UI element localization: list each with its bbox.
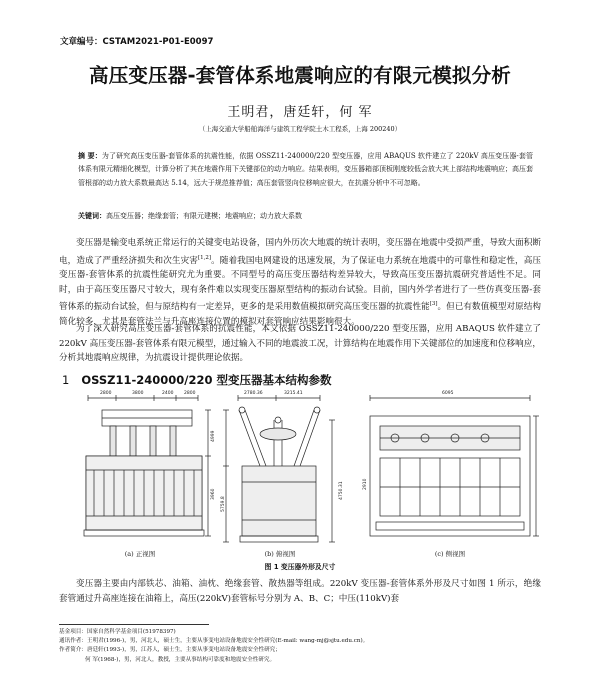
dim-label: 4999 [211,430,216,442]
body-paragraph-2: 为了深入研究高压变压器-套管体系的抗震性能，本文依据 OSSZ11-240000/220 型变压器，应用 ABAQUS 软件建立了220kV 高压变压器-套管体系有限元模型，通过输入不同的地震波工况，计算结构在地震作用下关键部位的加速度和位移响应，分析其地震响应规律，为抗震设计提供理论依据。 [59,324,541,364]
authors: 王明君，唐廷轩，何 军 [227,105,373,120]
abstract [78,150,533,190]
p1-part-b: 。随着我国电网建设的迅速发展，为了保证电力系统在地震中的可靠性和稳定性，高压变压器-套管体系的抗震性能研究尤为重要。不同型号的高压变压器结构差异较大，导致高压变压器抗震研究普适性不足。同时，由于高压变压器尺寸较大，现有条件难以实现变压器原型结构的振动台试验。目前，国内外学者进行了一些仿真变压器-套管体系的振动台试验，但与原结构有一定差异，更多的是采用数值模拟研究高压变压器的抗震性能 [59,255,541,313]
paper-title: 高压变压器-套管体系地震响应的有限元模拟分析 [89,64,511,87]
dim-label: 2780.36 [244,391,263,396]
keywords-label: 关键词： [78,212,106,220]
section-title: OSSZ11-240000/220 型变压器基本结构参数 [81,373,332,387]
p1-part-c: 。但已有数值模型对原结构简化较多，尤其是套管法兰与升高座连接位置的模拟对套管响应结果影响很大。 [59,302,541,327]
dim-label: 2800 [184,391,196,396]
transformer-drawings [80,390,540,558]
plan-view-drawing [370,395,539,536]
caption-plan-view: (c) 侧视图 [434,550,466,558]
citation-ref: [3] [429,301,438,308]
article-number: 文章编号：CSTAM2021-P01-E0097 [60,37,214,47]
figure-title: 图 1 变压器外形及尺寸 [264,563,336,571]
footnote-divider [59,624,209,625]
body-paragraph-1 [59,236,541,329]
dim-label: 2400 [162,391,174,396]
section-heading [62,372,332,388]
footnotes [59,628,539,665]
affiliation: （上海交通大学船舶海洋与建筑工程学院土木工程系，上海 200240） [198,125,402,133]
figure-1 [80,390,540,558]
citation-ref: [1,2] [197,254,211,261]
dim-label: 6095 [442,391,454,396]
p1-part-a: 变压器是输变电系统正常运行的关键变电站设备，国内外历次大地震的统计表明，变压器在地震中受损严重，导致大面积断电，造成了严重经济损失和次生灾害 [59,238,541,266]
dim-label: 3215.41 [284,391,303,396]
front-view-drawing [84,395,211,536]
dim-label: 3960 [211,488,216,500]
abstract-label: 摘 要： [78,152,102,160]
side-view-drawing [223,395,335,542]
footnote-author-bio-2: 何 军(1968-)，男，河北人，教授，主要从事结构可靠度和地震安全性研究。 [85,656,276,663]
section-number: 1 [62,373,70,387]
caption-front-view: (a) 正视图 [124,550,156,558]
keywords [78,211,533,221]
dim-label: 5759.8 [221,496,226,512]
body-paragraph-3: 变压器主要由内部铁芯、油箱、油枕、绝缘套管、散热器等组成。220kV 变压器-套管体系外形及尺寸如图 1 所示，绝缘套管通过升高座连接在油箱上，高压(220kV)套管标号分别为 A、B、C；中压(110kV)套 [59,579,541,604]
keywords-text: 高压变压器；绝缘套管；有限元建模；地震响应；动力放大系数 [106,212,302,220]
dim-label: 2800 [100,391,112,396]
footnote-author-bio: 作者简介：唐廷轩(1993-)，男，江苏人，硕士生，主要从事变电站设备地震安全性研究； [59,647,281,654]
caption-side-view: (b) 俯视图 [264,550,296,558]
footnote-funding: 基金项目：国家自然科学基金项目(51978397) [59,629,176,635]
dim-label: 4750.31 [339,481,344,500]
dim-label: 2910 [363,478,368,490]
abstract-text: 为了研究高压变压器-套管体系的抗震性能，依据 OSSZ11-240000/220 型变压器，应用 ABAQUS 软件建立了 220kV 高压变压器-套管体系有限元精细化模型，计算分析了其在地震作用下关键部位的动力响应。结果表明，变压器箱部顶板刚度较低会放大其上部结构地震响应；高压套管根部的动力放大系数最高达 5.14，远大于规范推荐值；高压套管竖向位移响应很大，在抗震分析中不可忽略。 [78,152,533,187]
dim-label: 3800 [132,391,144,396]
footnote-corresponding-author: 通讯作者：王明君(1996-)，男，河北人，硕士生，主要从事变电站设备地震安全性研究(E-mail: wang-mj@sjtu.edu.cn)。 [59,638,369,645]
